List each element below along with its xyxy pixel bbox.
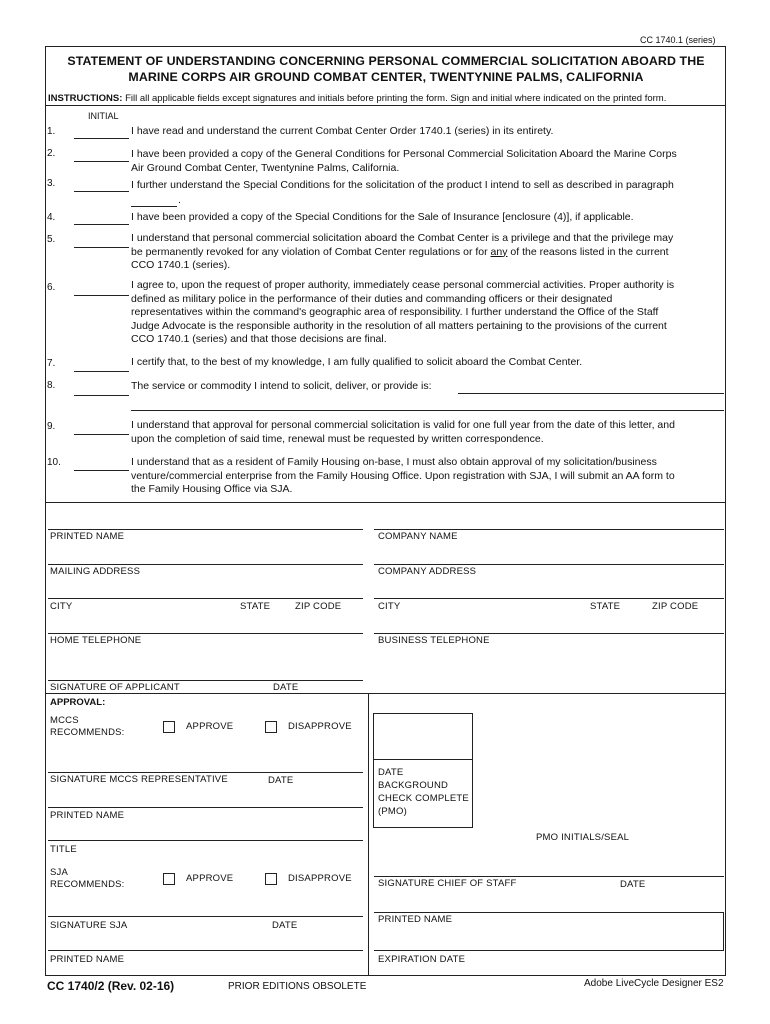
initial-field-2[interactable] (74, 161, 129, 162)
company-address-field[interactable] (374, 564, 724, 565)
title-line-1: STATEMENT OF UNDERSTANDING CONCERNING PERSONAL COMMERCIAL SOLICITATION ABOARD THE (67, 54, 705, 68)
sja-label-line: RECOMMENDS: (50, 879, 125, 890)
home-telephone-field[interactable] (48, 633, 363, 634)
mailing-address-label: MAILING ADDRESS (50, 566, 141, 577)
mccs-printed-name-label: PRINTED NAME (50, 810, 125, 821)
item-line: Air Ground Combat Center, Twentynine Palms, California. (131, 161, 400, 174)
form-number: CC 1740/2 (Rev. 02-16) (47, 979, 175, 993)
item-line: I have been provided a copy of the General Conditions for Personal Commercial Solicitation Aboard the Marine Corps (131, 148, 677, 160)
sja-printed-name-field[interactable] (48, 950, 363, 951)
sja-approve-checkbox[interactable] (163, 873, 175, 885)
item-7-text (131, 356, 724, 370)
item-line: the Family Housing Office via SJA. (131, 483, 293, 496)
chief-printed-name-field[interactable] (374, 912, 724, 913)
business-telephone-label: BUSINESS TELEPHONE (378, 635, 490, 646)
item-line: I have read and understand the current Combat Center Order 1740.1 (series) in its entirety. (131, 125, 554, 137)
mccs-label-line: RECOMMENDS: (50, 727, 125, 738)
instructions (48, 93, 666, 104)
initial-field-5[interactable] (74, 247, 129, 248)
sja-date-label: DATE (272, 920, 298, 931)
item-number: 7. (47, 358, 56, 369)
sja-signature-label: SIGNATURE SJA (50, 920, 128, 931)
mailing-address-field[interactable] (48, 564, 363, 565)
mccs-approve-label: APPROVE (186, 721, 234, 732)
printed-name-label: PRINTED NAME (50, 531, 125, 542)
chief-of-staff-signature-label: SIGNATURE CHIEF OF STAFF (378, 878, 517, 889)
initial-header: INITIAL (88, 111, 119, 121)
item-line-part: be permanently revoked for any violation of Combat Center regulations or for (131, 245, 488, 258)
item-line: I understand that approval for personal commercial solicitation is valid for one full year from the date of this letter, and (131, 419, 675, 431)
item-line: The service or commodity I intend to solicit, deliver, or provide is: (131, 380, 432, 392)
instructions-label: INSTRUCTIONS: (48, 93, 123, 104)
mccs-title-label: TITLE (50, 844, 77, 855)
sja-recommends-label (50, 867, 125, 891)
item-line: CCO 1740.1 (series). (131, 259, 231, 272)
chief-printed-name-label: PRINTED NAME (378, 914, 453, 925)
item-number: 3. (47, 178, 56, 189)
company-name-field[interactable] (374, 529, 724, 530)
divider (45, 693, 726, 694)
item-line: CCO 1740.1 (series) and that those decisions are final. (131, 333, 387, 346)
item-line-underlined: any (490, 245, 508, 258)
item-3-text (131, 179, 724, 193)
item-number: 4. (47, 212, 56, 223)
initial-field-3[interactable] (74, 191, 129, 192)
item-5-text (131, 232, 724, 273)
instructions-text: Fill all applicable fields except signatures and initials before printing the form. Sign and initial where indicated on the printed form. (125, 93, 667, 104)
initial-field-8[interactable] (74, 395, 129, 396)
item-line: I certify that, to the best of my knowledge, I am fully qualified to solicit aboard the Combat Center. (131, 356, 583, 368)
item-line: upon the completion of said time, renewal must be requested by written correspondence. (131, 432, 544, 445)
background-check-label (378, 766, 469, 818)
item-line-part: of the reasons listed in the current (510, 245, 669, 258)
mccs-label-line: MCCS (50, 715, 79, 726)
item-line: representatives within the command's geographic area of responsibility. I further understand the Office of the Staff (131, 306, 659, 319)
business-city-state-zip-field[interactable] (374, 598, 724, 599)
mccs-date-label: DATE (268, 775, 294, 786)
initial-field-10[interactable] (74, 470, 129, 471)
sja-label-line: SJA (50, 867, 69, 878)
item-line: I have been provided a copy of the Special Conditions for the Sale of Insurance [enclosure (4)], if applicable. (131, 211, 634, 223)
approval-heading: APPROVAL: (50, 697, 106, 708)
item-4-text (131, 211, 724, 225)
city-state-zip-field[interactable] (48, 598, 363, 599)
item-number: 5. (47, 234, 56, 245)
divider (45, 502, 726, 503)
mccs-approve-checkbox[interactable] (163, 721, 175, 733)
border (723, 912, 724, 950)
item-1-text (131, 125, 724, 139)
paragraph-number-field[interactable] (131, 206, 177, 207)
title-line-2: MARINE CORPS AIR GROUND COMBAT CENTER, TWENTYNINE PALMS, CALIFORNIA (128, 70, 644, 84)
state-label: STATE (240, 601, 271, 612)
sja-printed-name-label: PRINTED NAME (50, 954, 125, 965)
bg-check-line: BACKGROUND (378, 780, 449, 791)
home-telephone-label: HOME TELEPHONE (50, 635, 142, 646)
business-state-label: STATE (590, 601, 621, 612)
item-line (131, 246, 724, 260)
item-6-text (131, 279, 724, 347)
company-address-label: COMPANY ADDRESS (378, 566, 477, 577)
column-divider (368, 693, 369, 976)
service-commodity-field-2[interactable] (131, 410, 724, 411)
applicant-date-label: DATE (273, 682, 299, 693)
item-8-text (131, 380, 724, 394)
initial-field-9[interactable] (74, 434, 129, 435)
initial-field-7[interactable] (74, 371, 129, 372)
item-line: I agree to, upon the request of proper authority, immediately cease personal commercial activities. Proper authority is (131, 279, 675, 291)
mccs-title-field[interactable] (48, 840, 363, 841)
item-10-text (131, 456, 724, 497)
company-name-label: COMPANY NAME (378, 531, 458, 542)
applicant-signature-field[interactable] (48, 680, 363, 681)
applicant-signature-label: SIGNATURE OF APPLICANT (50, 682, 180, 693)
sja-approve-label: APPROVE (186, 873, 234, 884)
initial-field-6[interactable] (74, 295, 129, 296)
business-city-label: CITY (378, 601, 401, 612)
item-number: 2. (47, 148, 56, 159)
business-telephone-field[interactable] (374, 633, 724, 634)
mccs-printed-name-field[interactable] (48, 807, 363, 808)
form-title (46, 53, 726, 85)
mccs-recommends-label (50, 715, 125, 739)
pmo-seal-box[interactable] (373, 713, 473, 760)
zip-label: ZIP CODE (295, 601, 342, 612)
pmo-initials-label: PMO INITIALS/SEAL (536, 832, 630, 843)
form-series-id: CC 1740.1 (series) (640, 35, 716, 45)
service-commodity-field[interactable] (458, 393, 724, 394)
mccs-disapprove-checkbox[interactable] (265, 721, 277, 733)
initial-field-1[interactable] (74, 138, 129, 139)
mccs-signature-label: SIGNATURE MCCS REPRESENTATIVE (50, 774, 228, 785)
item-line: I understand that personal commercial solicitation aboard the Combat Center is a privilege and that the privilege may (131, 232, 674, 244)
printed-name-field[interactable] (48, 529, 363, 530)
divider (45, 105, 726, 106)
sja-disapprove-label: DISAPPROVE (288, 873, 352, 884)
item-9-text (131, 419, 724, 446)
mccs-disapprove-label: DISAPPROVE (288, 721, 352, 732)
software-note: Adobe LiveCycle Designer ES2 (584, 978, 724, 989)
initial-field-4[interactable] (74, 224, 129, 225)
city-label: CITY (50, 601, 73, 612)
item-number: 9. (47, 421, 56, 432)
item-number: 1. (47, 126, 56, 137)
item-number: 6. (47, 282, 56, 293)
sja-signature-field[interactable] (48, 916, 363, 917)
item-line: I understand that as a resident of Family Housing on-base, I must also obtain approval of my solicitation/business (131, 456, 657, 468)
expiration-date-label: EXPIRATION DATE (378, 954, 466, 965)
bg-check-line: (PMO) (378, 806, 407, 817)
sja-disapprove-checkbox[interactable] (265, 873, 277, 885)
item-line: venture/commercial enterprise from the Family Housing Office. Upon registration with SJA, I will submit an AA form to (131, 469, 675, 482)
bg-check-line: DATE (378, 767, 404, 778)
chief-of-staff-signature-field[interactable] (374, 876, 724, 877)
expiration-date-field[interactable] (374, 950, 724, 951)
item-line: defined as military police in the performance of their duties and commanding officers or their designated (131, 292, 613, 305)
item-2-text (131, 148, 724, 175)
prior-editions-note: PRIOR EDITIONS OBSOLETE (228, 981, 367, 992)
business-zip-label: ZIP CODE (652, 601, 699, 612)
item-line: I further understand the Special Conditions for the solicitation of the product I intend to sell as described in paragraph (131, 179, 674, 191)
chief-of-staff-date-label: DATE (620, 879, 646, 890)
mccs-signature-field[interactable] (48, 772, 363, 773)
item-3-period: . (178, 194, 181, 206)
item-number: 8. (47, 380, 56, 391)
item-number: 10. (47, 457, 61, 468)
bg-check-line: CHECK COMPLETE (378, 793, 469, 804)
item-line: Judge Advocate is the responsible authority in the resolution of all matters pertaining to the provisions of the current (131, 319, 667, 332)
